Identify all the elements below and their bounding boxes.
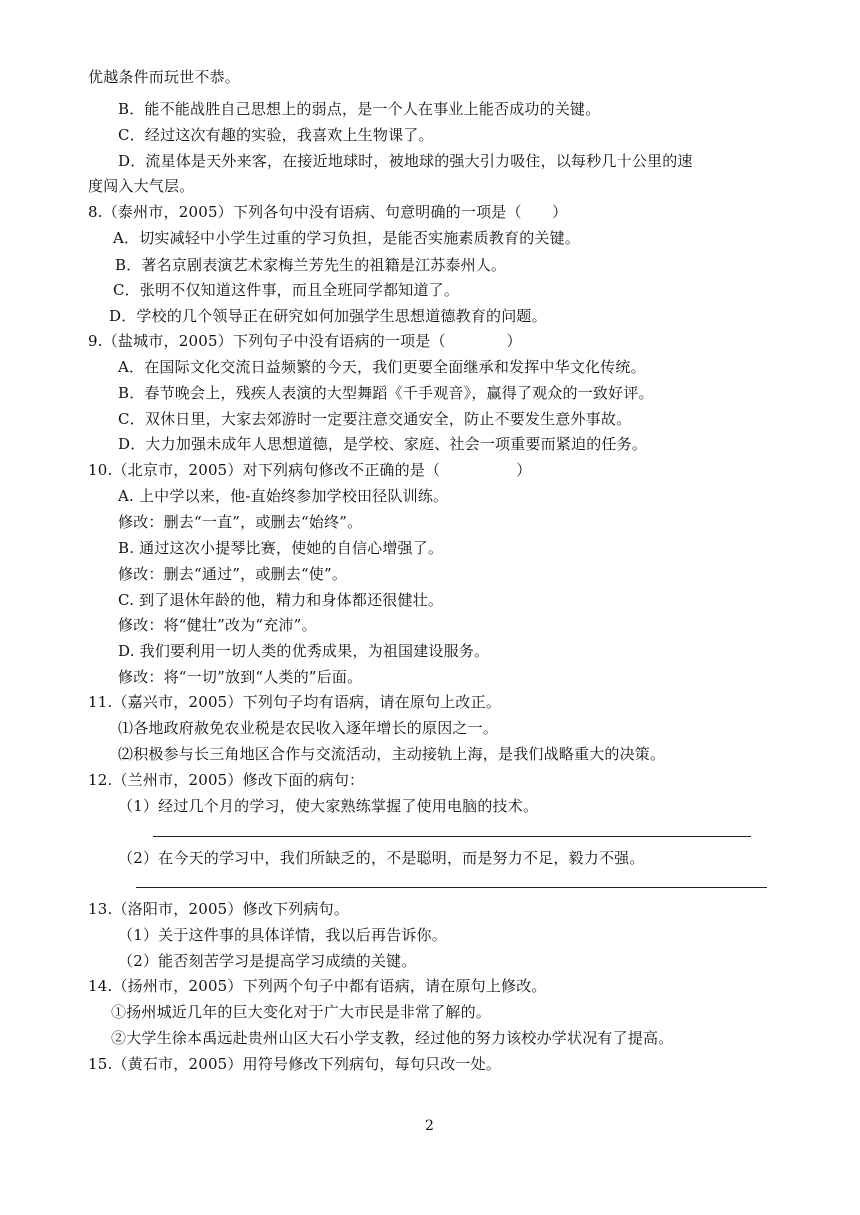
question-11: 11.（嘉兴市，2005）下列句子均有语病，请在原句上改正。 — [88, 693, 502, 711]
option-d: D．流星体是天外来客，在接近地球时，被地球的强大引力吸住，以每秒几十公里的速 — [118, 152, 693, 170]
option-a: A. 上中学以来，他-直始终参加学校田径队训练。 — [118, 487, 449, 505]
revision-line: 修改：删去“一直”，或删去“始终”。 — [118, 513, 363, 531]
page-number: 2 — [425, 1118, 434, 1134]
option-b: B．春节晚会上，残疾人表演的大型舞蹈《千手观音》，赢得了观众的一致好评。 — [118, 384, 654, 402]
text-line: 优越条件而玩世不恭。 — [88, 68, 241, 86]
option-b: B．著名京剧表演艺术家梅兰芳先生的祖籍是江苏泰州人。 — [115, 256, 507, 274]
option-d: D. 我们要利用一切人类的优秀成果，为祖国建设服务。 — [118, 642, 490, 660]
sub-item-1: ①扬州城近几年的巨大变化对于广大市民是非常了解的。 — [111, 1003, 492, 1021]
option-c: C. 到了退休年龄的他，精力和身体都还很健壮。 — [118, 591, 444, 609]
sub-item-1: （1）关于这件事的具体详情，我以后再告诉你。 — [118, 926, 447, 944]
option-b: B．能不能战胜自己思想上的弱点，是一个人在事业上能否成功的关键。 — [118, 100, 601, 118]
sub-item-1: ⑴各地政府赦免农业税是农民收入逐年增长的原因之一。 — [118, 719, 499, 737]
sub-item-2: ⑵积极参与长三角地区合作与交流活动，主动接轨上海，是我们战略重大的决策。 — [118, 745, 666, 763]
option-b: B. 通过这次小提琴比赛，使她的自信心增强了。 — [118, 539, 444, 557]
option-d: D．学校的几个领导正在研究如何加强学生思想道德教育的问题。 — [109, 307, 547, 325]
answer-line — [153, 836, 751, 837]
question-13: 13.（洛阳市，2005）修改下列病句。 — [88, 900, 350, 918]
sub-item-2: （2）能否刻苦学习是提高学习成绩的关键。 — [118, 952, 417, 970]
text-line: 度闯入大气层。 — [88, 177, 195, 195]
revision-line: 修改：将“一切”放到“人类的”后面。 — [118, 668, 363, 686]
question-9: 9.（盐城市，2005）下列句子中没有语病的一项是（ ） — [88, 332, 522, 350]
option-c: C．张明不仅知道这件事，而且全班同学都知道了。 — [113, 281, 460, 299]
question-14: 14.（扬州市，2005）下列两个句子中都有语病，请在原句上修改。 — [88, 977, 547, 995]
sub-item-2: ②大学生徐本禹远赴贵州山区大石小学支教，经过他的努力该校办学状况有了提高。 — [111, 1029, 674, 1047]
question-15: 15.（黄石市，2005）用符号修改下列病句，每句只改一处。 — [88, 1055, 502, 1073]
option-c: C．双休日里，大家去郊游时一定要注意交通安全，防止不要发生意外事故。 — [118, 410, 632, 428]
revision-line: 修改：将“健壮”改为“充沛”。 — [118, 616, 317, 634]
option-c: C．经过这次有趣的实验，我喜欢上生物课了。 — [118, 126, 434, 144]
question-12: 12.（兰州市，2005）修改下面的病句： — [88, 771, 365, 789]
revision-line: 修改：删去“通过”，或删去“使”。 — [118, 565, 348, 583]
question-10: 10.（北京市，2005）对下列病句修改不正确的是（ ） — [88, 461, 532, 479]
option-d: D．大力加强未成年人思想道德，是学校、家庭、社会一项重要而紧迫的任务。 — [118, 435, 648, 453]
sub-item-2: （2）在今天的学习中，我们所缺乏的，不是聪明，而是努力不足，毅力不强。 — [118, 849, 645, 867]
question-8: 8.（泰州市，2005）下列各句中没有语病、句意明确的一项是（ ） — [88, 203, 568, 221]
sub-item-1: （1）经过几个月的学习，使大家熟练掌握了使用电脑的技术。 — [118, 797, 539, 815]
option-a: A．切实减轻中小学生过重的学习负担，是能否实施素质教育的关键。 — [113, 229, 581, 247]
option-a: A．在国际文化交流日益频繁的今天，我们更要全面继承和发挥中华文化传统。 — [118, 358, 646, 376]
answer-line — [136, 887, 767, 888]
